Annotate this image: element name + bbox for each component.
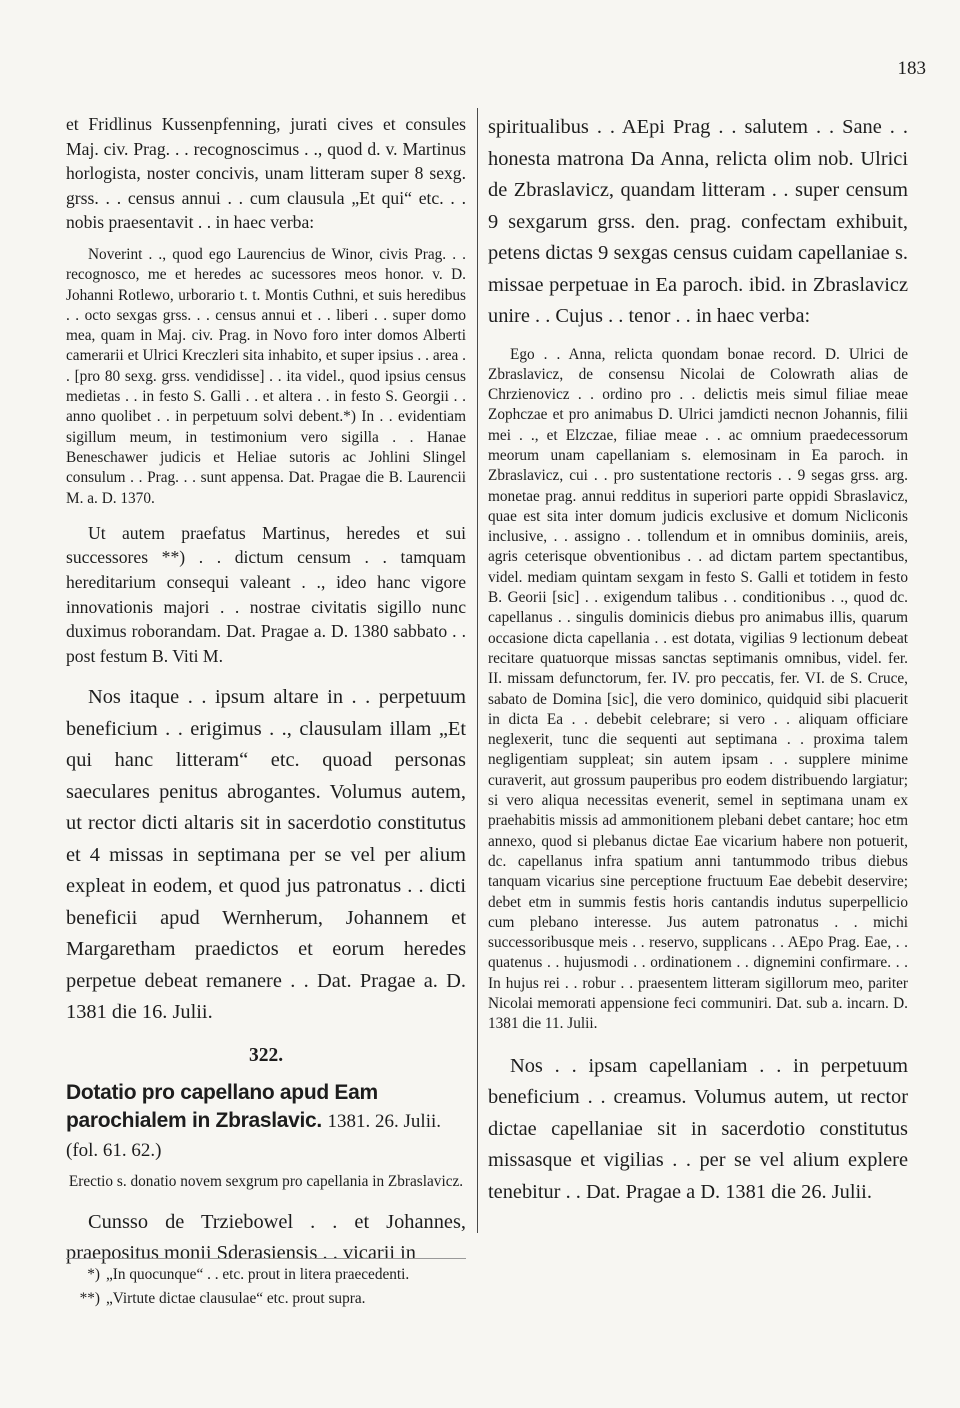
document-start-paragraph: Cunsso de Trziebowel . . et Johannes, praepositus monii Sderasiensis . . vicarii in [66, 1210, 466, 1265]
right-charter-text: Ego . . Anna, relicta quondam bonae record. D. Ulrici de Zbraslavicz, de consensu Nicolai de Colowrath alias de Chrzienovicz . . ordino pro . . delictis meis simul filiae meae Zophczae et pro animabus D. Ulrici jamdicti necnon Johannis, filii mei . ., et Elzczae, filiae meae . . ac omnium praedecessorum meorum unam capellaniam s. elemosinam in Ea paroch. in Zbraslavicz, cui . . pro sustentatione rectoris . . 9 segas grss. arg. monetae prag. annui redditus in superiori parte oppidi Sbraslavicz, quae est sita inter domum judicis exclusive et domum Nicliconis inclusive, . . assigno . . tollendum et in omnibus dominiis, areis, agris ceterisque obventionibus . . ad dictam partem spectantibus, videl. mediam quintam sexgam in festo S. Galli et totidem in festo B. Georii [sic] . . exigendum talibus . . conditionibus . ., quod dc. capellanus . . singulis dominicis diebus pro animabus illis, quarum occasione dicta capellania . . est dotata, vigilias 9 lectionum debeat recitare quatuorque missas sanctas septimanis omnibus, videl. fer. II. missam defunctorum, fer. IV. pro peccatis, fer. VI. de S. Cruce, sabato de Domina [sic], die vero dominico, quidquid sibi placuerit in dicta Ea . . debebit celebrare; si vero . . aliquam officiare neglexerit, tunc die sequenti aut septimana . . proxima talem negligentiam suppleat; sin autem ipsam . . supplere minime curaverit, aut grossum pauperibus pro eodem distribuendo largiatur; si vero aliqua necessitas evenerit, semel in septimana unam ex praehabitis missis ad ammonitionem plebani debet cantare; hoc etm annexo, quod si plebanus dictae Eae vicarium habere non potuerit, dc. capellanus infra spatium anni tantummodo tribus diebus tanquam vicarius sine perceptione fructuum Eae debebit deservire; debet etm in summis festis horis cantandis indutus superpellicio cum plebano interesse. Jus autem patronatus . . michi successoribusque meis . . reservo, supplicans . . AEpo Prag. Eae, . . quatenus . . hujusmodi . . ordinationem . . dignemini confirmare. . . In hujus rei . . robur . . praesentem litteram sigillorum meo, pariter Nicolai memorati appensione feci communiri. Dat. sub a. incarn. D. 1381 die 11. Julii. [488, 345, 908, 1033]
footnote-mark: **) [79, 1290, 100, 1307]
footnote-text: „Virtute dictae clausulae“ etc. prout supra. [106, 1290, 366, 1307]
charter-text: Noverint . ., quod ego Laurencius de Winor, civis Prag. . . recognosco, me et heredes ac sucessores meos honor. v. D. Johanni Rotlewo, urborario t. t. Montis Cuthni, et suis heredibus . . octo sexgas grss. . . census annui et . . liberi . . super domo mea, quam in Maj. civ. Prag. in Novo foro inter domos Alberti camerarii et Ulrici Kreczleri sita inhabito, et super ipsius . . area . . [pro 80 sexg. grss. vendidisse] . . ita videl., quod ipsius census medietas . . in festo S. Galli . . et altera . . in festo S. Georgii . . anno quolibet . . in perpetuum solvi debent.*) In . . evidentiam sigillum meum, in testimonium vero sigilla . . Hanae Beneschawer judicis et Heliae sutoris ac Johlini Slingel consulum . . Prag. . . sunt appensa. Dat. Pragae die B. Laurencii M. a. D. 1370. [66, 245, 466, 507]
right-final-paragraph: Nos . . ipsam capellaniam . . in perpetuum beneficium . . creamus. Volumus autem, ut rector dictae capellaniae sit in sacerdotio constitutus missasque et vigilias . . per se vel alium explere tenebitur . . Dat. Pragae a D. 1381 die 26. Julii. [488, 1054, 908, 1203]
page-number: 183 [897, 58, 926, 79]
footnotes [66, 1258, 466, 1313]
right-column [488, 112, 908, 1208]
document-heading [66, 1079, 466, 1165]
after-charter-paragraph: Ut autem praefatus Martinus, heredes et sui successores **) . . dictum censum . . tamquam hereditarium consequi valeant . ., ideo hanc vigore innovationis majori . . nostrae civitatis sigillo nunc duximus roborandam. Dat. Pragae a. D. 1380 sabbato . . post festum B. Viti M. [66, 522, 466, 666]
left-column [66, 112, 466, 1270]
heading-date: 1381. 26. Julii. (fol. 61. 62.) [66, 1110, 442, 1161]
footnote [66, 1289, 466, 1309]
footnote-text: „In quocunque“ . . etc. prout in litera praecedenti. [106, 1266, 410, 1283]
document-subtitle: Erectio s. donatio novem sexgrum pro capellania in Zbraslavicz. [68, 1172, 464, 1190]
disposition-paragraph: Nos itaque . . ipsum altare in . . perpetuum beneficium . . erigimus . ., clausulam illam „Et qui hanc litteram“ etc. quoad personas saeculares penitus abrogantes. Volumus autem, ut rector dicti altaris sit in sacerdotio constitutus et 4 missas in septimana per se vel per alium expleat in eodem, et quod jus patronatus . . dicti beneficii apud Wernherum, Johannem et Margaretham praedictos et eorum heredes perpetue debeat remanere . . Dat. Pragae a. D. 1381 die 16. Julii. [66, 686, 466, 1024]
footnote-mark: *) [87, 1266, 100, 1283]
column-divider [477, 108, 478, 1233]
document-number: 322. [248, 1044, 284, 1066]
heading-bold-text: Dotatio pro capellano apud Eam parochialem in Zbraslavic. [66, 1080, 378, 1132]
right-intro-paragraph: spiritualibus . . AEpi Prag . . salutem . . Sane . . honesta matrona Da Anna, relicta olim nob. Ulrici de Zbraslavicz, quandam litteram . . super censum 9 sexgarum grss. den. prag. confectam exhibuit, petens dictas 9 sexgas census cuidam capellaniae s. missae perpetuae in Ea paroch. ibid. in Zbraslavicz unire . . Cujus . . tenor . . in haec verba: [488, 116, 908, 327]
intro-paragraph: et Fridlinus Kussenpfenning, jurati cives et consules Maj. civ. Prag. . . recognoscimus . ., quod d. v. Martinus horlogista, noster concivis, unam litteram super 8 sexg. grss. . . census annui . . cum clausula „Et qui“ etc. . . nobis praesentavit . . in haec verba: [66, 114, 466, 233]
footnote [66, 1265, 466, 1285]
